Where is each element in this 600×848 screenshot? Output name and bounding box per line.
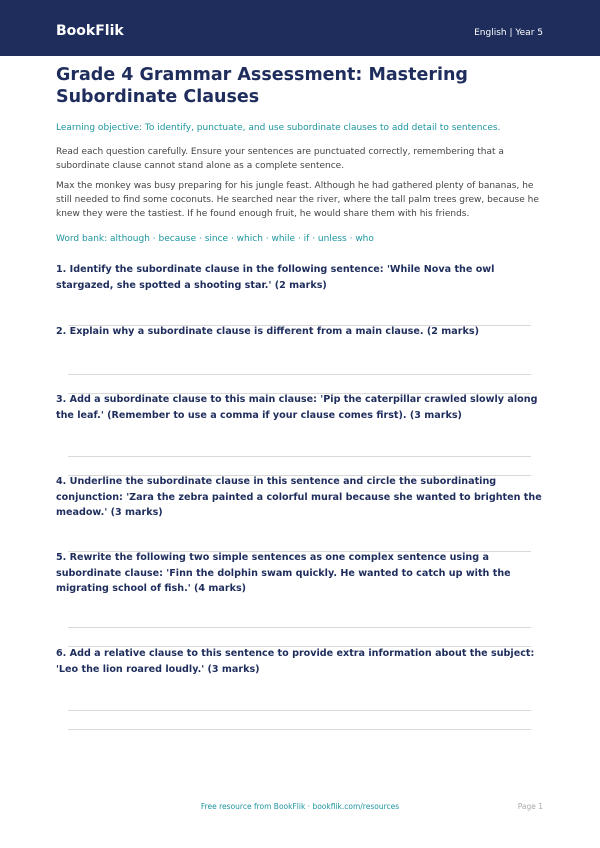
subject-label: English | Year 5 <box>474 28 543 38</box>
question-1: 1. Identify the subordinate clause in the following sentence: 'While Nova the owl stargazed, she spotted a shooting star.' (2 marks) <box>56 264 495 291</box>
question-4: 4. Underline the subordinate clause in this sentence and circle the subordinating conjunction: 'Zara the zebra painted a colorful mural because she wanted to brighten the meadow.' (3 marks) <box>56 476 542 518</box>
question-2: 2. Explain why a subordinate clause is different from a main clause. (2 marks) <box>56 326 479 337</box>
answer-line[interactable] <box>68 627 531 628</box>
story-passage: Max the monkey was busy preparing for his jungle feast. Although he had gathered plenty of bananas, he still needed to find some coconuts. He searched near the river, where the tall palm trees grew, because he knew they were the tastiest. If he found enough fruit, he would share them with his friends. <box>56 181 539 219</box>
answer-line[interactable] <box>68 374 531 375</box>
header-bar <box>0 0 600 56</box>
page-number: Page 1 <box>517 802 543 811</box>
word-bank: Word bank: although · because · since · which · while · if · unless · who <box>56 234 374 244</box>
brand-logo[interactable]: BookFlik <box>56 23 124 39</box>
answer-line[interactable] <box>68 710 531 711</box>
question-5: 5. Rewrite the following two simple sentences as one complex sentence using a subordinate clause: 'Finn the dolphin swam quickly. He wanted to catch up with the migrating school of fish.' (4 marks) <box>56 552 511 594</box>
question-6: 6. Add a relative clause to this sentence to provide extra information about the subject: 'Leo the lion roared loudly.' (3 marks) <box>56 648 535 675</box>
answer-line[interactable] <box>68 456 531 457</box>
learning-objective: Learning objective: To identify, punctuate, and use subordinate clauses to add detail to sentences. <box>56 123 501 133</box>
instructions: Read each question carefully. Ensure your sentences are punctuated correctly, remembering that a subordinate clause cannot stand alone as a complete sentence. <box>56 147 504 171</box>
page-title: Grade 4 Grammar Assessment: Mastering Subordinate Clauses <box>56 65 468 107</box>
question-3: 3. Add a subordinate clause to this main clause: 'Pip the caterpillar crawled slowly along the leaf.' (Remember to use a comma if your clause comes first). (3 marks) <box>56 394 538 421</box>
footer-text[interactable]: Free resource from BookFlik · bookflik.com/resources <box>200 802 400 811</box>
answer-line[interactable] <box>68 729 531 730</box>
